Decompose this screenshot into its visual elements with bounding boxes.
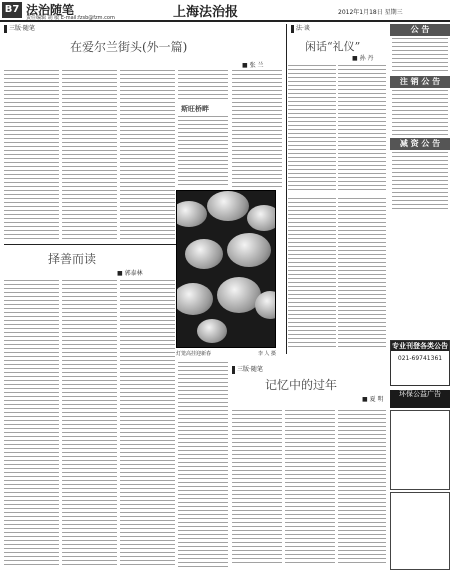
ad-box: 专业刊登各类公告 021-69741361 (390, 340, 450, 386)
lantern-icon (255, 291, 276, 319)
photo-caption: 灯笼高挂迎新春 李 人 摄 (176, 351, 276, 357)
lantern-icon (197, 319, 227, 343)
text-column (338, 65, 386, 190)
page-number: B7 (2, 2, 22, 18)
text-column (4, 280, 59, 565)
sketch-illustration (390, 410, 450, 490)
lantern-photo (176, 190, 276, 348)
notice-text (392, 38, 448, 73)
text-column (120, 280, 175, 565)
divider (286, 24, 287, 354)
text-column (338, 198, 386, 348)
text-column (288, 198, 336, 348)
green-ad-title: 环保公益广告 (390, 390, 450, 408)
article-title: 记忆中的过年 (265, 378, 338, 392)
text-column (62, 280, 117, 565)
text-column (120, 70, 175, 240)
lantern-icon (176, 283, 213, 315)
text-column (232, 70, 282, 190)
text-column (62, 70, 117, 240)
article-byline: ■ 张 兰 (242, 62, 264, 69)
text-column (232, 410, 282, 565)
notice-header: 减 资 公 告 (390, 138, 450, 150)
article-title: 在爱尔兰街头(外一篇) (70, 40, 188, 54)
article-byline: ■ 孙 丹 (352, 55, 374, 62)
lantern-icon (207, 191, 249, 221)
text-column (285, 410, 335, 565)
text-column (178, 362, 228, 567)
notice-text (392, 152, 448, 212)
divider (4, 244, 176, 245)
sketch-illustration (390, 492, 450, 570)
lantern-icon (176, 201, 207, 227)
text-column (4, 70, 59, 240)
text-column (338, 410, 386, 565)
lantern-icon (227, 233, 271, 267)
text-column (288, 65, 336, 190)
notice-text (392, 90, 448, 135)
notice-header: 公 告 (390, 24, 450, 36)
newspaper-brand: 上海法治报 (173, 5, 239, 20)
article-byline: ■ 夏 明 (362, 396, 384, 403)
article-title: 闲话“礼仪” (305, 40, 361, 53)
issue-date: 2012年1月18日 星期三 (338, 9, 403, 16)
lantern-icon (247, 205, 276, 231)
text-column (178, 116, 228, 186)
article-tag: 三版·随笔 (4, 25, 37, 33)
article-title: 择善而读 (48, 252, 97, 266)
notice-header: 注 销 公 告 (390, 76, 450, 88)
article-tag: 法·谈 (291, 25, 312, 33)
editor-meta: 责任编辑 胡 敏 E-mail:fzsb@fzm.com (26, 15, 115, 21)
article-tag: 三版·随笔 (232, 366, 265, 374)
article-byline: ■ 郭泰林 (117, 270, 143, 277)
text-column (178, 70, 228, 100)
lantern-icon (185, 239, 223, 269)
section-title: 法治随笔 (26, 3, 75, 17)
subheading: 斯旺桥畔 (181, 104, 209, 113)
page-header (0, 0, 450, 22)
